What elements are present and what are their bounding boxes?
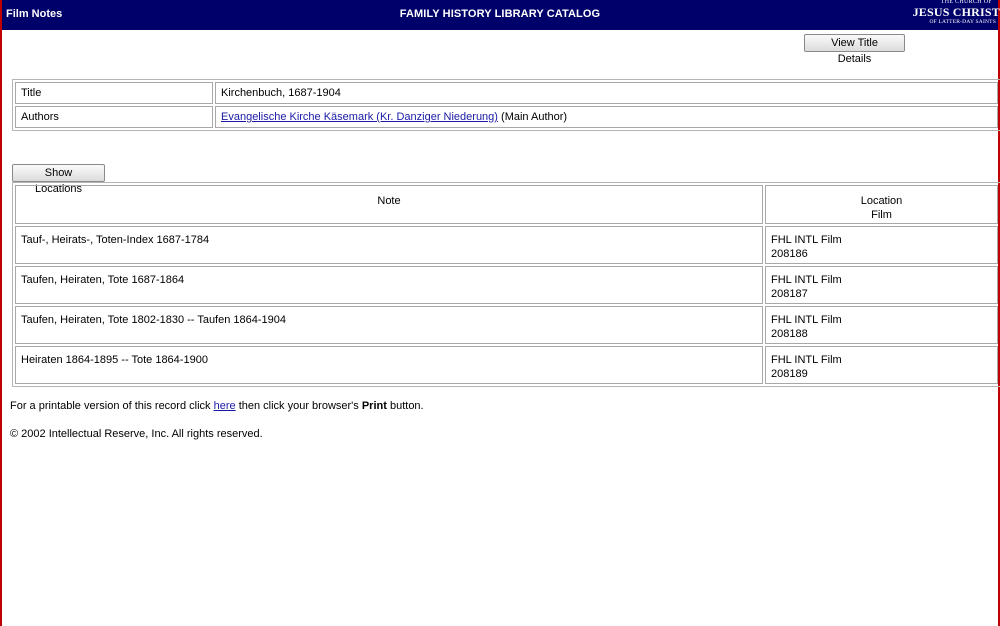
table-row: [15, 306, 998, 344]
location-cell: [765, 266, 998, 304]
logo-line-3: OF LATTER-DAY SAINTS: [929, 19, 996, 25]
logo-line-1: THE CHURCH OF: [940, 0, 992, 5]
show-locations-button[interactable]: Show Locations: [12, 164, 105, 182]
table-header-row: [15, 185, 998, 224]
film-notes-table: [12, 182, 1000, 387]
location-text: FHL INTL Film: [771, 314, 842, 326]
authors-row: [15, 106, 998, 128]
film-number: 208188: [771, 328, 808, 340]
note-column-header: Note: [15, 185, 763, 224]
author-link[interactable]: Evangelische Kirche Käsemark (Kr. Danziger Niederung): [221, 111, 498, 123]
catalog-title: FAMILY HISTORY LIBRARY CATALOG: [399, 8, 601, 20]
print-bold: Print: [361, 400, 387, 412]
film-number: 208187: [771, 288, 808, 300]
location-cell: [765, 226, 998, 264]
location-header-label: Location: [860, 195, 903, 207]
title-value: Kirchenbuch, 1687-1904: [215, 82, 998, 104]
logo-line-2: JESUS CHRIST: [912, 5, 1000, 19]
title-label: Title: [15, 82, 213, 104]
printable-version-link[interactable]: here: [213, 400, 236, 412]
authors-value: [215, 106, 998, 128]
title-row: [15, 82, 998, 104]
view-title-details-button[interactable]: View Title Details: [804, 34, 905, 52]
table-row: [15, 226, 998, 264]
table-row: [15, 266, 998, 304]
copyright-notice: © 2002 Intellectual Reserve, Inc. All rights reserved.: [10, 428, 263, 440]
author-role: (Main Author): [501, 111, 568, 123]
location-cell: [765, 346, 998, 384]
note-cell: Taufen, Heiraten, Tote 1802-1830 -- Taufen 1864-1904: [15, 306, 763, 344]
record-info-table: [12, 79, 1000, 131]
note-cell: Taufen, Heiraten, Tote 1687-1864: [15, 266, 763, 304]
note-cell: Heiraten 1864-1895 -- Tote 1864-1900: [15, 346, 763, 384]
church-logo[interactable]: [912, 0, 1000, 30]
print-middle: then click your browser's: [238, 400, 359, 412]
note-cell: Tauf-, Heirats-, Toten-Index 1687-1784: [15, 226, 763, 264]
location-column-header: [765, 185, 998, 224]
page-title: Film Notes: [6, 8, 63, 20]
authors-label: Authors: [15, 106, 213, 128]
location-text: FHL INTL Film: [771, 354, 842, 366]
location-cell: [765, 306, 998, 344]
film-number: 208189: [771, 368, 808, 380]
film-number: 208186: [771, 248, 808, 260]
location-text: FHL INTL Film: [771, 234, 842, 246]
header-bar: [2, 0, 998, 30]
film-header-label: Film: [871, 209, 892, 221]
table-row: [15, 346, 998, 384]
print-instructions: [10, 400, 424, 412]
print-suffix: button.: [389, 400, 424, 412]
print-prefix: For a printable version of this record click: [10, 400, 211, 412]
location-text: FHL INTL Film: [771, 274, 842, 286]
